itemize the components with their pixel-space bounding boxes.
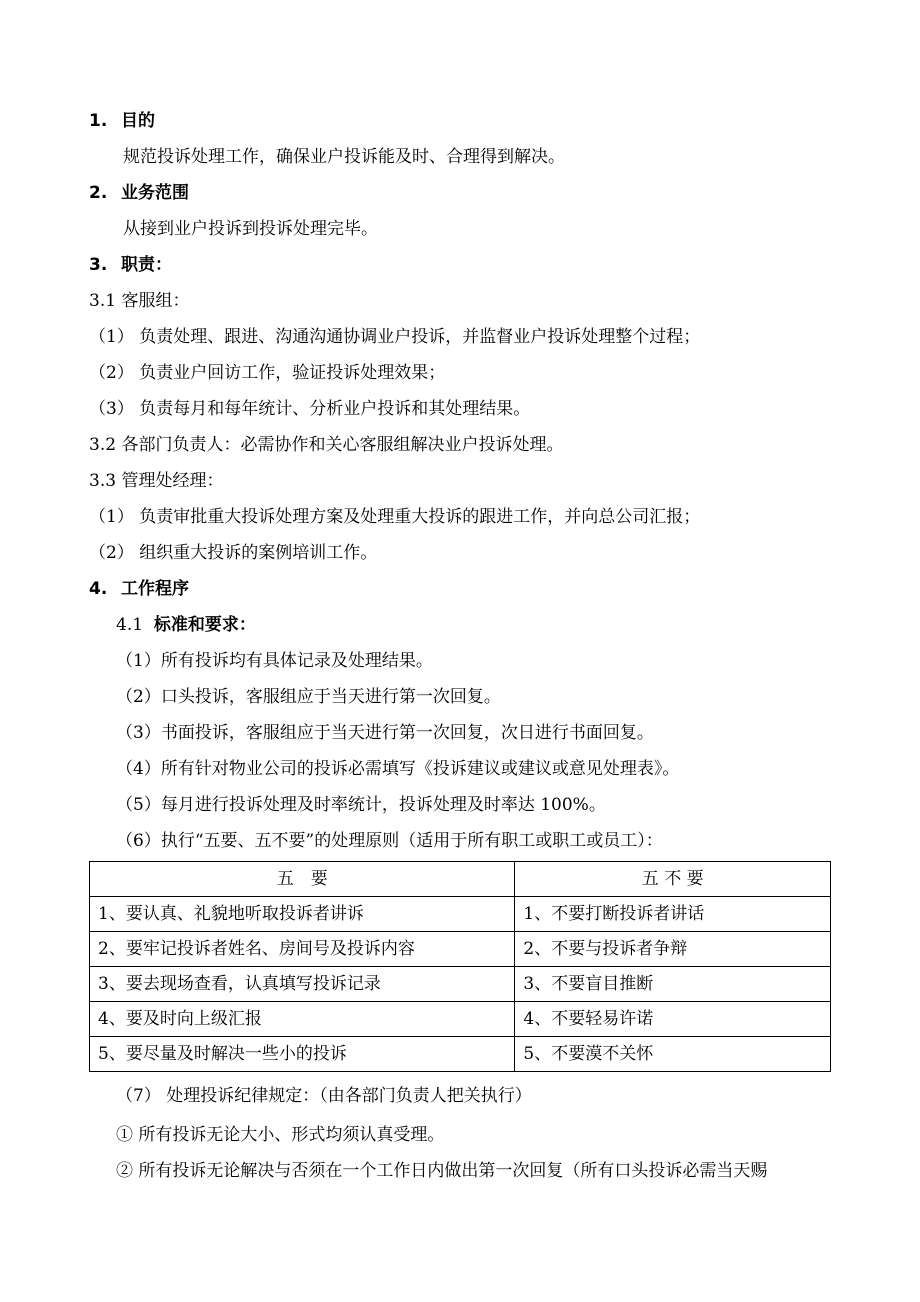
table-row (90, 1037, 831, 1072)
subsection-label: 标准和要求： (153, 615, 256, 635)
section-number: 3. (89, 255, 108, 275)
list-item: （4）所有针对物业公司的投诉必需填写《投诉建议或建议或意见处理表》。 (116, 759, 680, 779)
list-item: （3） 负责每月和每年统计、分析业户投诉和其处理结果。 (89, 399, 531, 419)
table-cell: 3、不要盲目推断 (515, 967, 831, 1002)
section-number: 4. (89, 579, 108, 599)
table-row (90, 932, 831, 967)
subsection-3-3-title: 3.3 管理处经理： (89, 471, 224, 491)
column-header-donts: 五 不 要 (515, 862, 831, 897)
table-cell: 2、要牢记投诉者姓名、房间号及投诉内容 (90, 932, 515, 967)
table-cell: 2、不要与投诉者争辩 (515, 932, 831, 967)
section-title: 工作程序 (121, 579, 189, 599)
table-cell: 1、要认真、礼貌地听取投诉者讲诉 (90, 897, 515, 932)
table-row (90, 897, 831, 932)
table-row (90, 967, 831, 1002)
list-item-7: （7） 处理投诉纪律规定：（由各部门负责人把关执行） (116, 1086, 532, 1106)
section-title: 业务范围 (121, 183, 189, 203)
list-item: （2） 负责业户回访工作，验证投诉处理效果； (89, 363, 446, 383)
table-cell: 3、要去现场查看，认真填写投诉记录 (90, 967, 515, 1002)
subsection-3-2-title: 3.2 各部门负责人：必需协作和关心客服组解决业户投诉处理。 (89, 435, 564, 455)
table-cell: 4、不要轻易许诺 (515, 1002, 831, 1037)
table-header-row (90, 862, 831, 897)
list-item: （6）执行“五要、五不要”的处理原则（适用于所有职工或职工或员工）： (116, 831, 663, 851)
section-4-heading (89, 577, 189, 601)
section-3-heading (89, 253, 172, 277)
list-item: （1） 负责处理、跟进、沟通沟通协调业户投诉，并监督业户投诉处理整个过程； (89, 327, 701, 347)
section-1-text: 规范投诉处理工作，确保业户投诉能及时、合理得到解决。 (123, 147, 565, 167)
subsection-3-1-title: 3.1 客服组： (89, 291, 190, 311)
table-cell: 1、不要打断投诉者讲话 (515, 897, 831, 932)
section-2-text: 从接到业户投诉到投诉处理完毕。 (123, 219, 378, 239)
list-item: （3）书面投诉，客服组应于当天进行第一次回复，次日进行书面回复。 (116, 723, 654, 743)
list-item: （2） 组织重大投诉的案例培训工作。 (89, 543, 378, 563)
table-row (90, 1002, 831, 1037)
subsection-4-1-title (116, 613, 256, 637)
column-header-dos: 五 要 (90, 862, 515, 897)
list-item: （5）每月进行投诉处理及时率统计，投诉处理及时率达 100%。 (116, 795, 606, 815)
list-item: （1）所有投诉均有具体记录及处理结果。 (116, 651, 433, 671)
rule-item: ② 所有投诉无论解决与否须在一个工作日内做出第一次回复（所有口头投诉必需当天赐 (116, 1161, 768, 1181)
list-item: （1） 负责审批重大投诉处理方案及处理重大投诉的跟进工作，并向总公司汇报； (89, 507, 701, 527)
section-title: 目的 (121, 111, 155, 131)
principles-table (89, 861, 831, 1072)
table-cell: 5、不要漠不关怀 (515, 1037, 831, 1072)
rule-item: ① 所有投诉无论大小、形式均须认真受理。 (116, 1125, 445, 1145)
section-number: 2. (89, 183, 108, 203)
section-2-heading (89, 181, 189, 205)
table-cell: 4、要及时向上级汇报 (90, 1002, 515, 1037)
section-title: 职责： (121, 255, 172, 275)
section-1-heading (89, 109, 155, 133)
table-cell: 5、要尽量及时解决一些小的投诉 (90, 1037, 515, 1072)
list-item: （2）口头投诉，客服组应于当天进行第一次回复。 (116, 687, 501, 707)
section-number: 1. (89, 111, 108, 131)
subsection-number: 4.1 (116, 615, 144, 635)
